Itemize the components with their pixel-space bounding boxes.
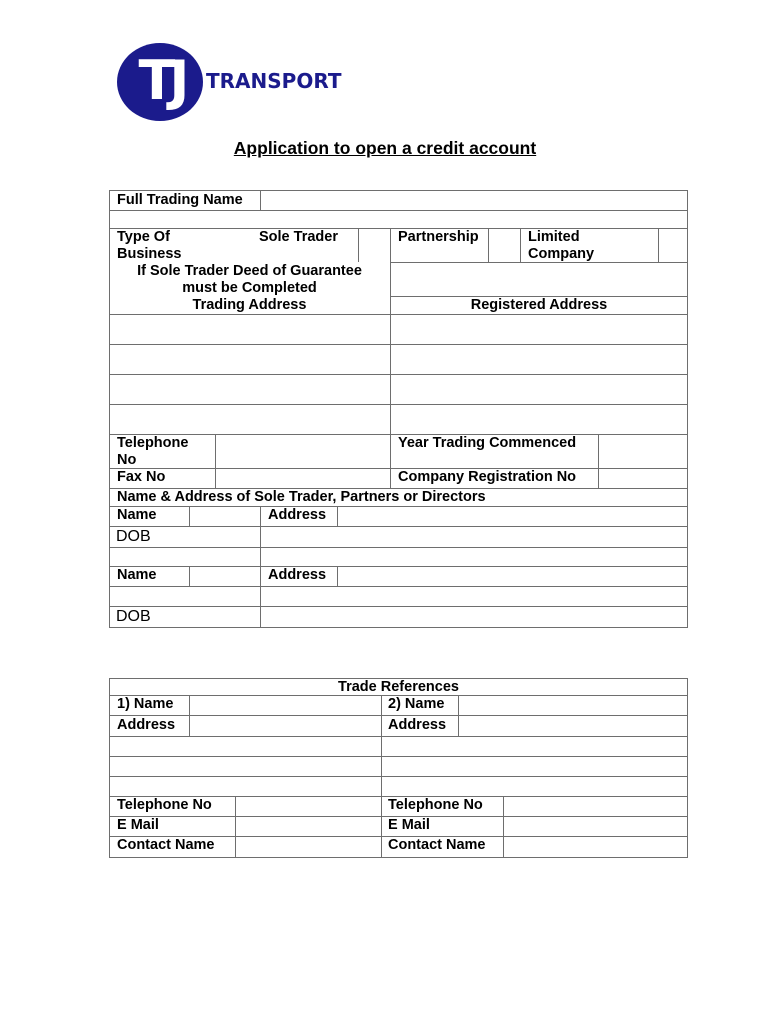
year-trading-label: Year Trading Commenced xyxy=(398,435,577,451)
person1-dob-field[interactable] xyxy=(261,527,687,547)
trade-references-heading: Trade References xyxy=(338,679,459,695)
ref1-address-label: Address xyxy=(117,717,176,733)
trading-address-line-4[interactable] xyxy=(110,405,390,434)
ref2-name-label: 2) Name xyxy=(388,696,445,712)
logo-monogram: TJ xyxy=(138,49,184,112)
year-trading-field[interactable] xyxy=(599,435,687,468)
ref1-name-field[interactable] xyxy=(190,696,381,715)
ref2-email-label: E Mail xyxy=(388,817,430,833)
registered-address-label: Registered Address xyxy=(470,297,608,313)
type-of-business-label-1: Type Of xyxy=(117,229,170,245)
ref2-email-field[interactable] xyxy=(504,817,687,836)
ref2-address-line-4[interactable] xyxy=(382,777,687,796)
sole-trader-label: Sole Trader xyxy=(259,229,338,245)
ref2-address-field[interactable] xyxy=(459,716,687,736)
person2-address-field[interactable] xyxy=(338,567,687,586)
full-trading-name-field[interactable] xyxy=(261,191,687,210)
brand-name: TRANSPORT xyxy=(206,69,342,93)
trading-address-label: Trading Address xyxy=(192,297,307,313)
telephone-label-2: No xyxy=(117,452,137,468)
ref1-email-label: E Mail xyxy=(117,817,159,833)
company-registration-field[interactable] xyxy=(599,469,687,488)
ref1-address-line-2[interactable] xyxy=(110,737,381,756)
limited-company-label-1: Limited xyxy=(528,229,580,245)
ref1-contact-label: Contact Name xyxy=(117,837,215,853)
registered-address-line-3[interactable] xyxy=(391,375,687,404)
person1-address-label: Address xyxy=(268,507,327,523)
telephone-field[interactable] xyxy=(216,435,390,468)
ref2-contact-label: Contact Name xyxy=(388,837,486,853)
trading-address-line-1[interactable] xyxy=(110,315,390,344)
ref1-contact-field[interactable] xyxy=(236,837,381,857)
fax-label: Fax No xyxy=(117,469,166,485)
sole-trader-note-2: must be Completed xyxy=(182,280,317,296)
ref2-address-line-2[interactable] xyxy=(382,737,687,756)
person1-address-field[interactable] xyxy=(338,507,687,526)
person2-dob-label: DOB xyxy=(116,608,151,625)
ref2-telephone-field[interactable] xyxy=(504,797,687,816)
registered-address-line-2[interactable] xyxy=(391,345,687,374)
ref2-contact-field[interactable] xyxy=(504,837,687,857)
person1-name-field[interactable] xyxy=(190,507,260,526)
ref2-address-label: Address xyxy=(388,717,447,733)
type-of-business-label-2: Business xyxy=(117,246,182,262)
person1-name-label: Name xyxy=(117,507,157,523)
person1-dob-label: DOB xyxy=(116,528,151,545)
company-logo xyxy=(116,42,342,122)
trading-address-line-3[interactable] xyxy=(110,375,390,404)
telephone-label-1: Telephone xyxy=(117,435,189,451)
company-registration-label: Company Registration No xyxy=(398,469,577,485)
sole-trader-note-1: If Sole Trader Deed of Guarantee xyxy=(137,263,362,279)
person2-name-field[interactable] xyxy=(190,567,260,586)
partnership-checkbox[interactable] xyxy=(489,229,520,262)
ref1-telephone-field[interactable] xyxy=(236,797,381,816)
ref2-telephone-label: Telephone No xyxy=(388,797,483,813)
person2-address-label: Address xyxy=(268,567,327,583)
ref1-address-line-3[interactable] xyxy=(110,757,381,776)
limited-company-checkbox[interactable] xyxy=(659,229,687,262)
ref2-address-line-3[interactable] xyxy=(382,757,687,776)
ref1-address-field[interactable] xyxy=(190,716,381,736)
person2-name-label: Name xyxy=(117,567,157,583)
ref1-name-label: 1) Name xyxy=(117,696,174,712)
partnership-label: Partnership xyxy=(398,229,479,245)
full-trading-name-label: Full Trading Name xyxy=(117,192,243,208)
ref1-email-field[interactable] xyxy=(236,817,381,836)
registered-address-line-4[interactable] xyxy=(391,405,687,434)
persons-heading: Name & Address of Sole Trader, Partners or Directors xyxy=(117,489,486,505)
fax-field[interactable] xyxy=(216,469,390,488)
ref2-name-field[interactable] xyxy=(459,696,687,715)
registered-address-line-1[interactable] xyxy=(391,315,687,344)
page-title: Application to open a credit account xyxy=(233,138,537,158)
ref1-address-line-4[interactable] xyxy=(110,777,381,796)
limited-company-label-2: Company xyxy=(528,246,595,262)
person2-dob-field[interactable] xyxy=(261,607,687,627)
sole-trader-checkbox[interactable] xyxy=(359,229,390,262)
trading-address-line-2[interactable] xyxy=(110,345,390,374)
ref1-telephone-label: Telephone No xyxy=(117,797,212,813)
